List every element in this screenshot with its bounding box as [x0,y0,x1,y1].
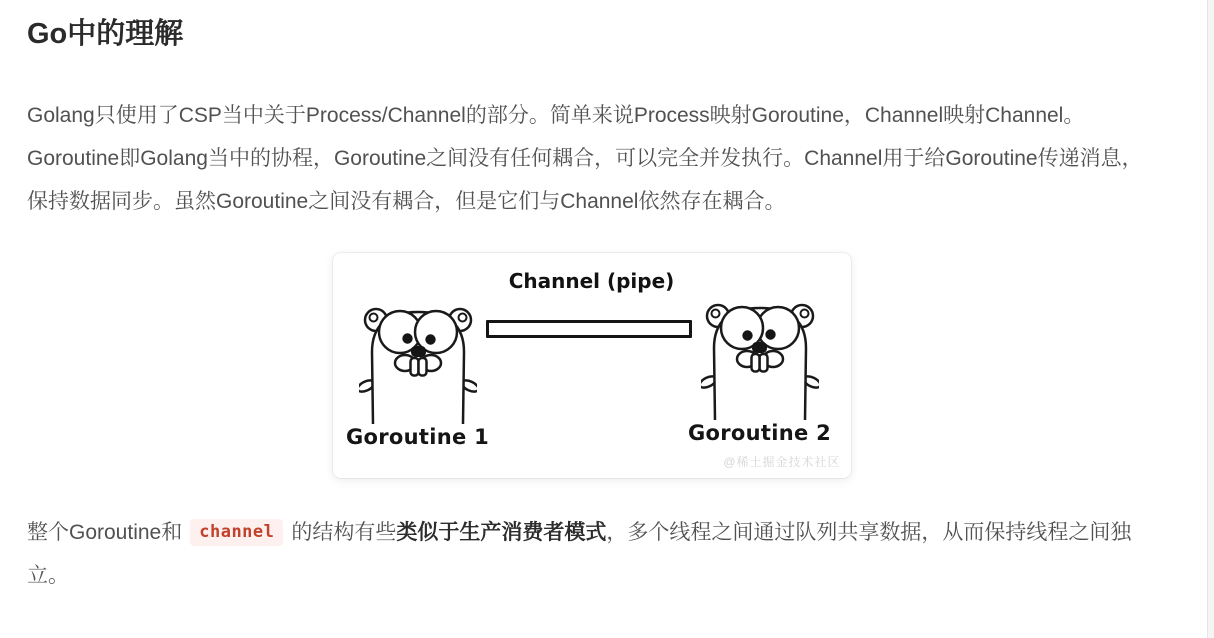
summary-bold-text: 类似于生产消费者模式 [396,520,607,544]
gopher-left-icon [359,300,477,424]
page-title: Go中的理解 [27,18,184,50]
goroutine-channel-figure[interactable] [333,253,851,478]
scrollbar[interactable] [1207,0,1214,638]
paragraph-summary [27,511,1156,597]
gopher-right-icon [701,296,819,420]
summary-text-tail: ，多个线程之间通过队列共享数据，从而保持线程之间独立。 [27,520,1132,587]
summary-text-before-code: 整个Goroutine和 [27,520,183,544]
goroutine-2-label: Goroutine 2 [687,420,832,445]
paragraph-intro-text: Golang只使用了CSP当中关于Process/Channel的部分。简单来说Process映射Goroutine，Channel映射Channel。Goroutine即Golang当中的协程，Goroutine之间没有任何耦合，可以完全并发执行。Channel用于给Goroutine传递消息，保持数据同步。虽然Goroutine之间没有耦合，但是它们与Channel依然存在耦合。 [27,103,1143,213]
channel-pipe-shape [486,320,692,338]
article-body [0,16,1214,638]
figure-title: Channel (pipe) [508,268,675,293]
paragraph-intro [27,94,1156,223]
goroutine-1-label: Goroutine 1 [345,424,490,449]
summary-text-after-code: 的结构有些 [291,520,397,544]
watermark: @稀土掘金技术社区 [723,454,841,469]
inline-code-channel: channel [190,519,283,546]
